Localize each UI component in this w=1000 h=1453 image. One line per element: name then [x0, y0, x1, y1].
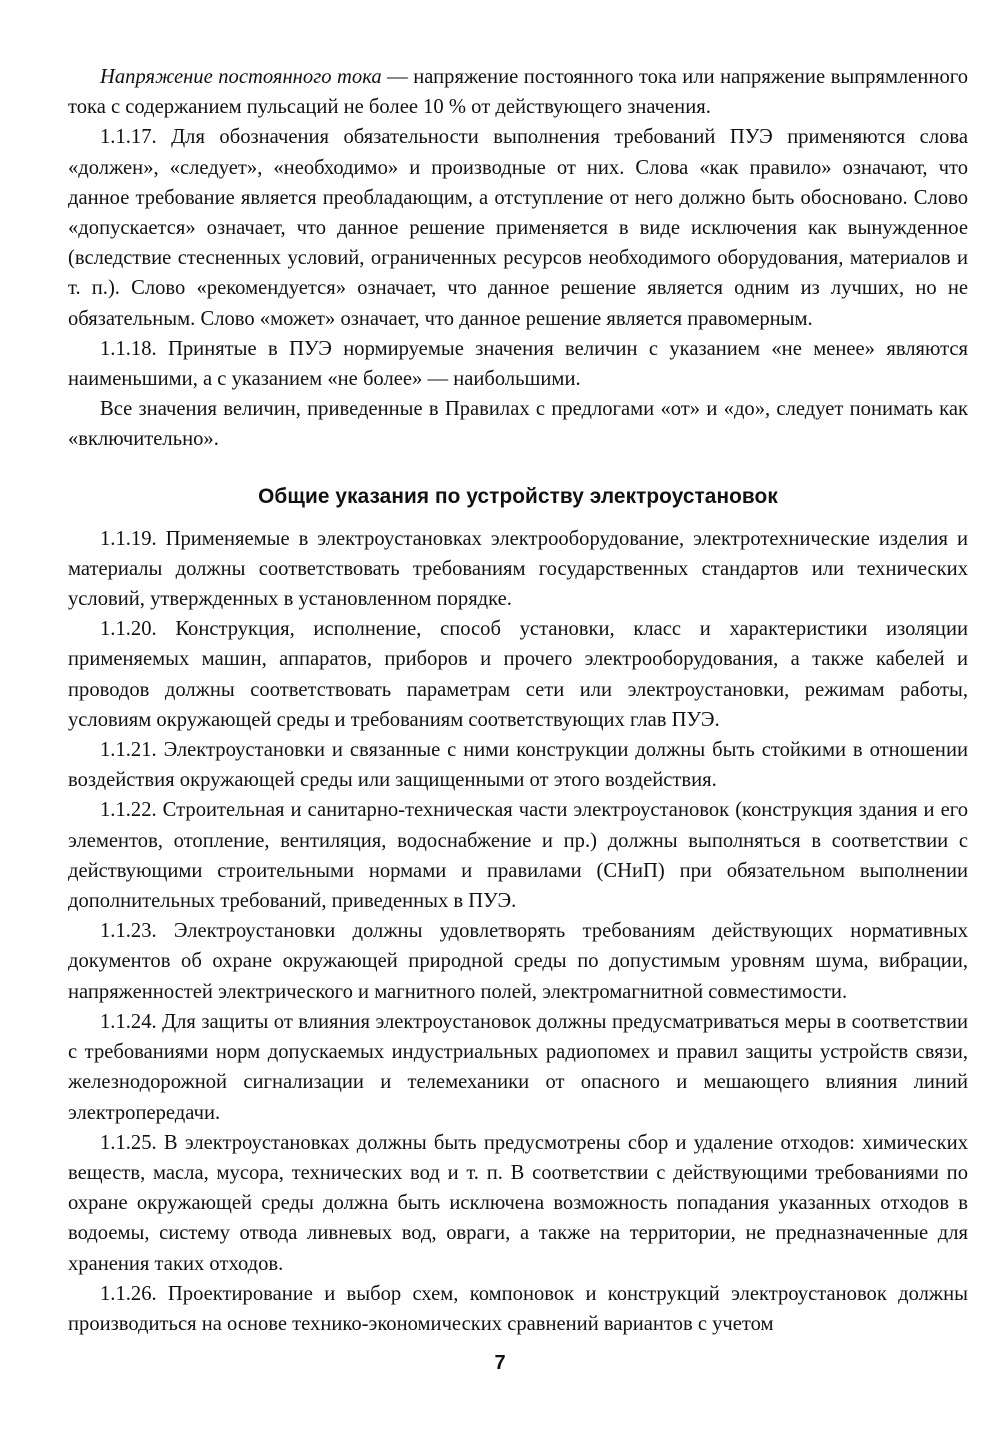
page-number: 7	[494, 1352, 506, 1374]
clause-1-1-23: 1.1.23. Электроустановки должны удовлетворять требованиям действующих нормативных документов об охране окружающей природной среды по допустимым уровням шума, вибрации, напряженностей электрического и магнитного полей, электромагнитной совместимости.	[68, 920, 968, 1003]
clause-1-1-22: 1.1.22. Строительная и санитарно-техническая части электроустановок (конструкция здания и его элементов, отопление, вентиляция, водоснабжение и пр.) должны выполняться в соответствии с действующими строительными нормами и правилами (СНиП) при обязательном выполнении дополнительных требований, приведенных в ПУЭ.	[68, 799, 968, 913]
intro-text: — напряжение постоянного тока или напряжение выпрямленного тока с содержанием пульсаций не более 10 % от действующего значения.	[68, 66, 968, 119]
clause-1-1-20: 1.1.20. Конструкция, исполнение, способ установки, класс и характеристики изоляции применяемых машин, аппаратов, приборов и прочего электрооборудования, а также кабелей и проводов должны соответствовать параметрам сети или электроустановки, режимам работы, условиям окружающей среды и требованиям соответствующих глав ПУЭ.	[68, 618, 968, 731]
clause-1-1-21: 1.1.21. Электроустановки и связанные с ними конструкции должны быть стойкими в отношении воздействия окружающей среды или защищенными от этого воздействия.	[68, 739, 968, 792]
section-heading: Общие указания по устройству электроустановок	[258, 484, 778, 508]
clause-1-1-17: 1.1.17. Для обозначения обязательности выполнения требований ПУЭ применяются слова «должен», «следует», «необходимо» и производные от них. Слова «как правило» означают, что данное требование является преобладающим, а отступление от него должно быть обосновано. Слово «допускается» означает, что данное решение применяется в виде исключения как вынужденное (вследствие стесненных условий, ограниченных ресурсов необходимого оборудования, материалов и т. п.). Слово «рекомендуется» означает, что данное решение является одним из лучших, но не обязательным. Слово «может» означает, что данное решение является правомерным.	[68, 126, 968, 330]
clause-1-1-19: 1.1.19. Применяемые в электроустановках электрооборудование, электротехнические изделия и материалы должны соответствовать требованиям государственных стандартов или технических условий, утвержденных в установленном порядке.	[68, 527, 968, 611]
clause-1-1-18-note: Все значения величин, приведенные в Правилах с предлогами «от» и «до», следует понимать как «включительно».	[68, 398, 968, 451]
clause-1-1-25: 1.1.25. В электроустановках должны быть предусмотрены сбор и удаление отходов: химических веществ, масла, мусора, технических вод и т. п. В соответствии с действующими требованиями по охране окружающей среды должна быть исключена возможность попадания указанных отходов в водоемы, систему отвода ливневых вод, овраги, а также на территории, не предназначенные для хранения таких отходов.	[68, 1131, 968, 1275]
clause-1-1-24: 1.1.24. Для защиты от влияния электроустановок должны предусматриваться меры в соответствии с требованиями норм допускаемых индустриальных радиопомех и правил защиты устройств связи, железнодорожной сигнализации и телемеханики от опасного и мешающего влияния линий электропередачи.	[68, 1010, 968, 1124]
intro-paragraph	[68, 62, 968, 122]
page-body	[68, 62, 968, 1339]
clause-1-1-26: 1.1.26. Проектирование и выбор схем, компоновок и конструкций электроустановок должны производиться на основе технико-экономических сравнений вариантов с учетом	[68, 1282, 968, 1335]
intro-term: Напряжение постоянного тока	[100, 66, 382, 88]
clause-1-1-18: 1.1.18. Принятые в ПУЭ нормируемые значения величин с указанием «не менее» являются наименьшими, а с указанием «не более» — наибольшими.	[68, 337, 968, 391]
